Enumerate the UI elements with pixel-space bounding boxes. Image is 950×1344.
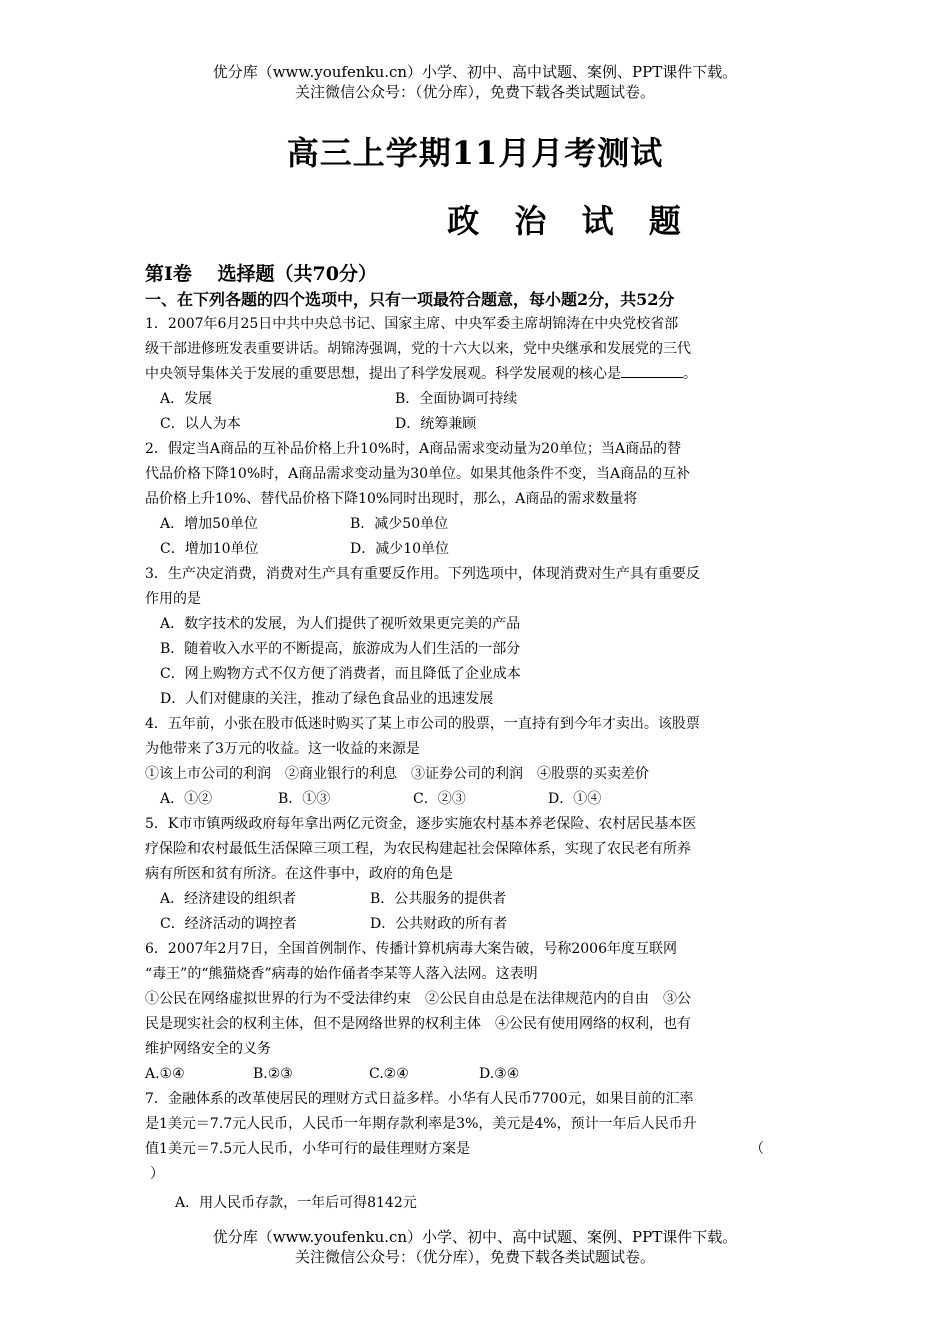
- q4-line-1: 4．五年前，小张在股市低迷时购买了某上市公司的股票，一直持有到今年才卖出。该股票: [145, 716, 700, 732]
- q6-option-c: C.②④: [369, 1066, 409, 1082]
- q7-paren-close: ）: [150, 1166, 164, 1182]
- header-line-1: 优分库（www.youfenku.cn）小学、初中、高中试题、案例、PPT课件下载。: [212, 63, 738, 81]
- q5-options-row-1: [145, 887, 810, 912]
- q6-line-5: 维护网络安全的义务: [145, 1041, 271, 1057]
- q6-line-4: 民是现实社会的权利主体，但不是网络世界的权利主体 ④公民有使用网络的权利，也有: [145, 1016, 691, 1032]
- q1-line-1: 1．2007年6月25日中共中央总书记、国家主席、中央军委主席胡锦涛在中央党校省部: [145, 316, 679, 332]
- q7-line-3-text: 值1美元＝7.5元人民币，小华可行的最佳理财方案是: [145, 1141, 471, 1157]
- q4-option-d: D．①④: [548, 791, 602, 807]
- q1-answer-blank: [621, 363, 683, 378]
- q6-option-d: D.③④: [479, 1066, 520, 1082]
- q5-option-a: A．经济建设的组织者: [160, 891, 297, 907]
- q3-line-2: 作用的是: [145, 591, 201, 607]
- q5-options-row-2: [145, 912, 810, 937]
- q4-options-row: [145, 787, 810, 812]
- q7-line-3: [145, 1137, 810, 1162]
- q6-line-1: 6．2007年2月7日，全国首例制作、传播计算机病毒大案告破，号称2006年度互联网: [145, 941, 677, 957]
- q1-line-3-end: 。: [683, 366, 697, 382]
- q2-option-a: A．增加50单位: [160, 516, 258, 532]
- q1-option-b: B．全面协调可持续: [395, 391, 518, 407]
- exam-subject: 政 治 试 题: [447, 202, 693, 240]
- q3-option-c: C．网上购物方式不仅方便了消费者，而且降低了企业成本: [160, 666, 521, 682]
- q3-option-b: B．随着收入水平的不断提高，旅游成为人们生活的一部分: [160, 641, 521, 657]
- footer-line-1: 优分库（www.youfenku.cn）小学、初中、高中试题、案例、PPT课件下载。: [212, 1228, 738, 1246]
- q1-line-3: [145, 362, 810, 387]
- q6-options-row: [145, 1062, 810, 1087]
- q6-line-3: ①公民在网络虚拟世界的行为不受法律约束 ②公民自由总是在法律规范内的自由 ③公: [145, 991, 691, 1007]
- q4-option-a: A．①②: [160, 791, 213, 807]
- q2-option-b: B．减少50单位: [350, 516, 449, 532]
- q6-option-a: A.①④: [145, 1066, 185, 1082]
- exam-content: [145, 260, 810, 1216]
- q7-line-2: 是1美元＝7.7元人民币，人民币一年期存款利率是3%，美元是4%，预计一年后人民币升: [145, 1116, 697, 1132]
- q1-line-2: 级干部进修班发表重要讲话。胡锦涛强调，党的十六大以来，党中央继承和发展党的三代: [145, 341, 691, 357]
- part-heading: 第Ⅰ卷 选择题（共70分）: [145, 263, 377, 285]
- q3-option-d: D．人们对健康的关注，推动了绿色食品业的迅速发展: [160, 691, 494, 707]
- q3-line-1: 3．生产决定消费，消费对生产具有重要反作用。下列选项中，体现消费对生产具有重要反: [145, 566, 700, 582]
- q7-option-a: A．用人民币存款，一年后可得8142元: [175, 1195, 417, 1211]
- q2-options-row-1: [145, 512, 810, 537]
- section-instruction: 一、在下列各题的四个选项中，只有一项最符合题意，每小题2分，共52分: [145, 290, 675, 309]
- q2-line-1: 2．假定当A商品的互补品价格上升10%时，A商品需求变动量为20单位；当A商品的替: [145, 441, 682, 457]
- q7-paren-open: （: [750, 1141, 764, 1157]
- q5-option-c: C．经济活动的调控者: [160, 916, 297, 932]
- q3-option-a: A．数字技术的发展，为人们提供了视听效果更完美的产品: [160, 616, 521, 632]
- exam-title: 高三上学期11月月考测试: [286, 134, 664, 172]
- q6-option-b: B.②③: [253, 1066, 293, 1082]
- q2-line-2: 代品价格下降10%时，A商品需求变动量为30单位。如果其他条件不变，当A商品的互补: [145, 466, 691, 482]
- header-line-2: 关注微信公众号：（优分库），免费下载各类试题试卷。: [294, 83, 655, 101]
- q4-line-3: ①该上市公司的利润 ②商业银行的利息 ③证券公司的利润 ④股票的买卖差价: [145, 766, 649, 782]
- q4-option-c: C．②③: [413, 791, 466, 807]
- q2-option-d: D．减少10单位: [350, 541, 450, 557]
- page-footer: [0, 1227, 950, 1267]
- q5-option-d: D．公共财政的所有者: [370, 916, 508, 932]
- page-header: [0, 62, 950, 102]
- q5-option-b: B．公共服务的提供者: [370, 891, 507, 907]
- q1-option-d: D．统筹兼顾: [395, 416, 477, 432]
- q4-option-b: B．①③: [278, 791, 331, 807]
- footer-line-2: 关注微信公众号：（优分库），免费下载各类试题试卷。: [294, 1248, 655, 1266]
- q5-line-3: 病有所医和贫有所济。在这件事中，政府的角色是: [145, 866, 453, 882]
- q1-option-c: C．以人为本: [160, 416, 241, 432]
- q1-options-row-2: [145, 412, 810, 437]
- q6-line-2: “毒王”的“熊猫烧香”病毒的始作俑者李某等人落入法网。这表明: [145, 966, 538, 982]
- q1-options-row-1: [145, 387, 810, 412]
- q2-line-3: 品价格上升10%、替代品价格下降10%同时出现时，那么，A商品的需求数量将: [145, 491, 638, 507]
- q2-option-c: C．增加10单位: [160, 541, 259, 557]
- q5-line-1: 5．K市市镇两级政府每年拿出两亿元资金，逐步实施农村基本养老保险、农村居民基本医: [145, 816, 697, 832]
- q4-line-2: 为他带来了3万元的收益。这一收益的来源是: [145, 741, 420, 757]
- q1-option-a: A．发展: [160, 391, 213, 407]
- q2-options-row-2: [145, 537, 810, 562]
- q5-line-2: 疗保险和农村最低生活保障三项工程，为农民构建起社会保障体系，实现了农民老有所养: [145, 841, 691, 857]
- q7-line-1: 7．金融体系的改革使居民的理财方式日益多样。小华有人民币7700元，如果目前的汇率: [145, 1091, 694, 1107]
- q1-line-3-text: 中央领导集体关于发展的重要思想，提出了科学发展观。科学发展观的核心是: [145, 366, 621, 382]
